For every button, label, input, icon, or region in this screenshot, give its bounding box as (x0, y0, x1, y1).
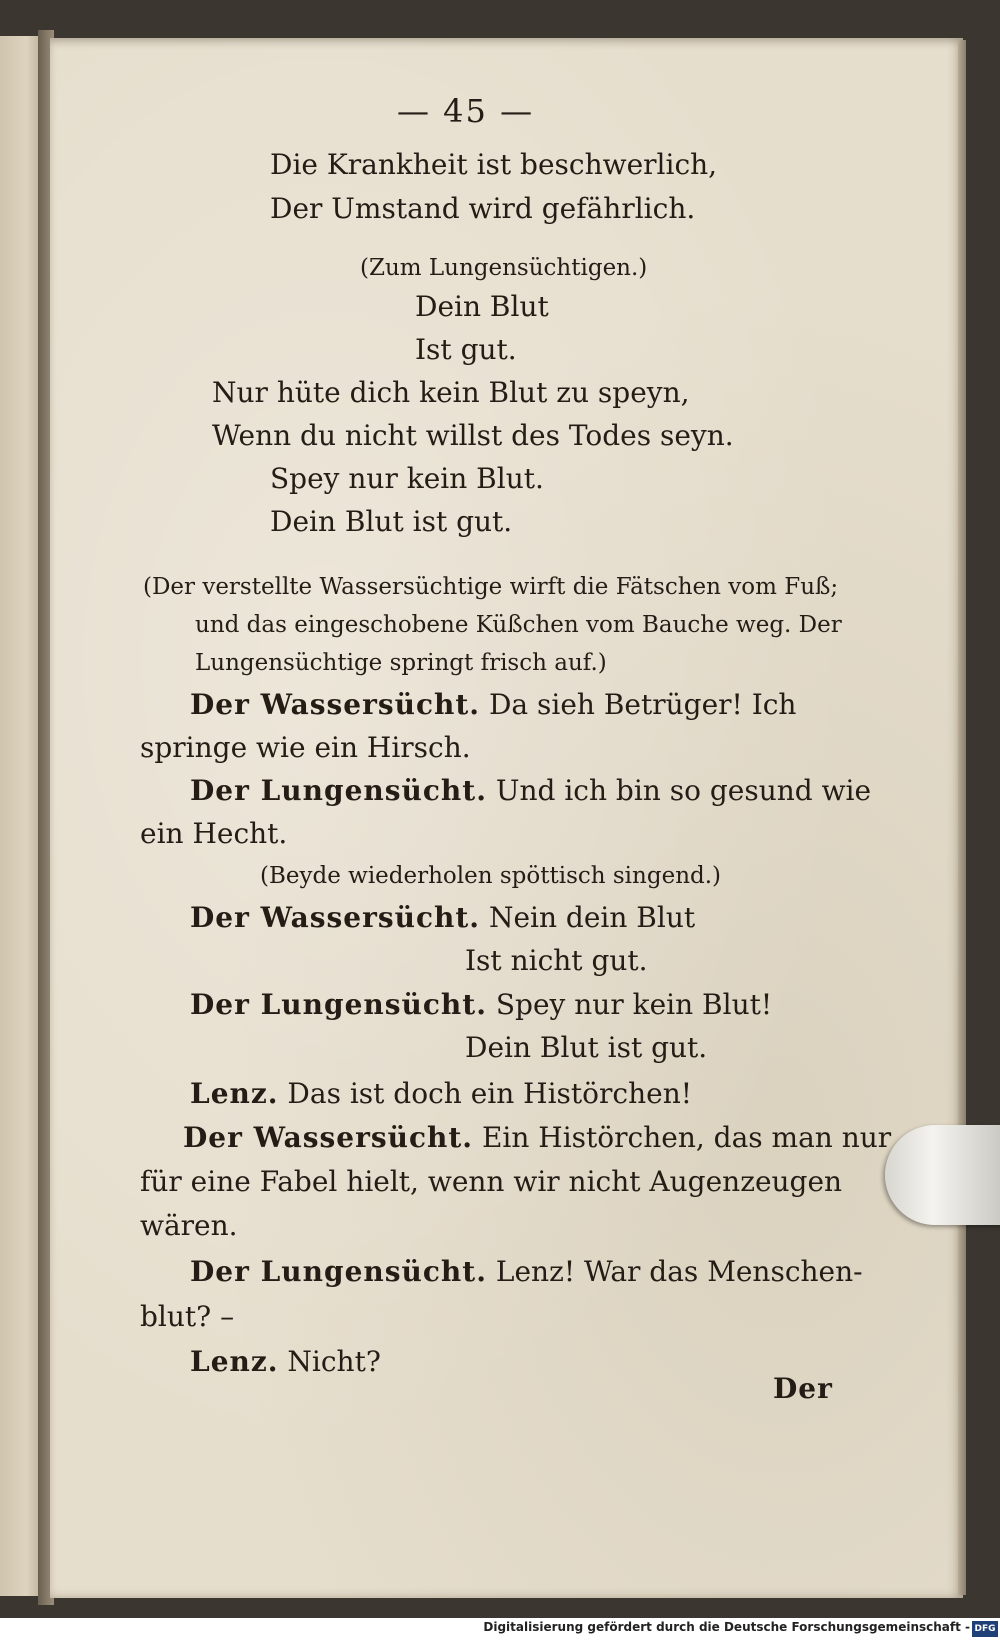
speech-4-line-1 (190, 988, 772, 1021)
speech-4-text: Spey nur kein Blut! (495, 988, 773, 1021)
footer-credit: Digitalisierung gefördert durch die Deutsche Forschungsgemeinschaft - (483, 1620, 970, 1634)
verse-line-8: Dein Blut ist gut. (270, 505, 513, 538)
stage-direction-2a: (Der verstellte Wassersüchtige wirft die Fätschen vom Fuß; (143, 574, 839, 600)
speech-1-line-1 (190, 688, 796, 721)
verse-line-6: Wenn du nicht willst des Todes seyn. (212, 419, 734, 452)
speaker-wassersuecht: Der Wassersücht. (190, 901, 481, 934)
speaker-lenz: Lenz. (190, 1077, 279, 1110)
catchword: Der (773, 1372, 833, 1405)
speech-6-text: Ein Histörchen, das man nur (481, 1121, 892, 1154)
speech-5-line-1 (190, 1077, 692, 1110)
speech-7-line-1 (190, 1255, 863, 1288)
speech-3-line-2: Ist nicht gut. (465, 944, 648, 977)
verse-line-1: Die Krankheit ist beschwerlich, (270, 148, 718, 181)
speech-1-text: Da sieh Betrüger! Ich (488, 688, 797, 721)
speaker-lungensuecht: Der Lungensücht. (190, 774, 487, 807)
speech-5-text: Das ist doch ein Histörchen! (287, 1077, 692, 1110)
speech-2-text: Und ich bin so gesund wie (495, 774, 872, 807)
speaker-lungensuecht: Der Lungensücht. (190, 988, 487, 1021)
verse-line-3: Dein Blut (415, 290, 549, 323)
page-right-edge (958, 40, 966, 1595)
speech-7-text: Lenz! War das Menschen- (495, 1255, 863, 1288)
speech-1-line-2: springe wie ein Hirsch. (140, 731, 471, 764)
speech-7-line-2: blut? – (140, 1300, 235, 1333)
footer-bar (0, 1618, 1000, 1641)
page-number: — 45 — (397, 92, 535, 130)
stage-direction-2c: Lungensüchtige springt frisch auf.) (195, 650, 607, 676)
speaker-lungensuecht: Der Lungensücht. (190, 1255, 487, 1288)
speaker-wassersuecht: Der Wassersücht. (190, 688, 481, 721)
speaker-lenz: Lenz. (190, 1345, 279, 1378)
speech-8-text: Nicht? (287, 1345, 381, 1378)
speech-2-line-2: ein Hecht. (140, 817, 288, 850)
speech-3-text: Nein dein Blut (488, 901, 696, 934)
verse-line-2: Der Umstand wird gefährlich. (270, 192, 696, 225)
speech-3-line-1 (190, 901, 695, 934)
speech-4-line-2: Dein Blut ist gut. (465, 1031, 708, 1064)
stage-direction-3: (Beyde wiederholen spöttisch singend.) (260, 863, 722, 889)
stage-direction-1: (Zum Lungensüchtigen.) (360, 255, 648, 281)
speech-6-line-3: wären. (140, 1209, 238, 1242)
verse-line-5: Nur hüte dich kein Blut zu speyn, (212, 376, 690, 409)
speaker-wassersuecht: Der Wassersücht. (183, 1121, 474, 1154)
page-clip (885, 1125, 1000, 1225)
dfg-logo: DFG (972, 1621, 998, 1637)
verse-line-7: Spey nur kein Blut. (270, 462, 544, 495)
speech-6-line-1 (183, 1121, 891, 1154)
verse-line-4: Ist gut. (415, 333, 517, 366)
speech-8-line-1 (190, 1345, 381, 1378)
speech-6-line-2: für eine Fabel hielt, wenn wir nicht Augenzeugen (140, 1165, 843, 1198)
speech-2-line-1 (190, 774, 871, 807)
stage-direction-2b: und das eingeschobene Küßchen vom Bauche weg. Der (195, 612, 842, 638)
